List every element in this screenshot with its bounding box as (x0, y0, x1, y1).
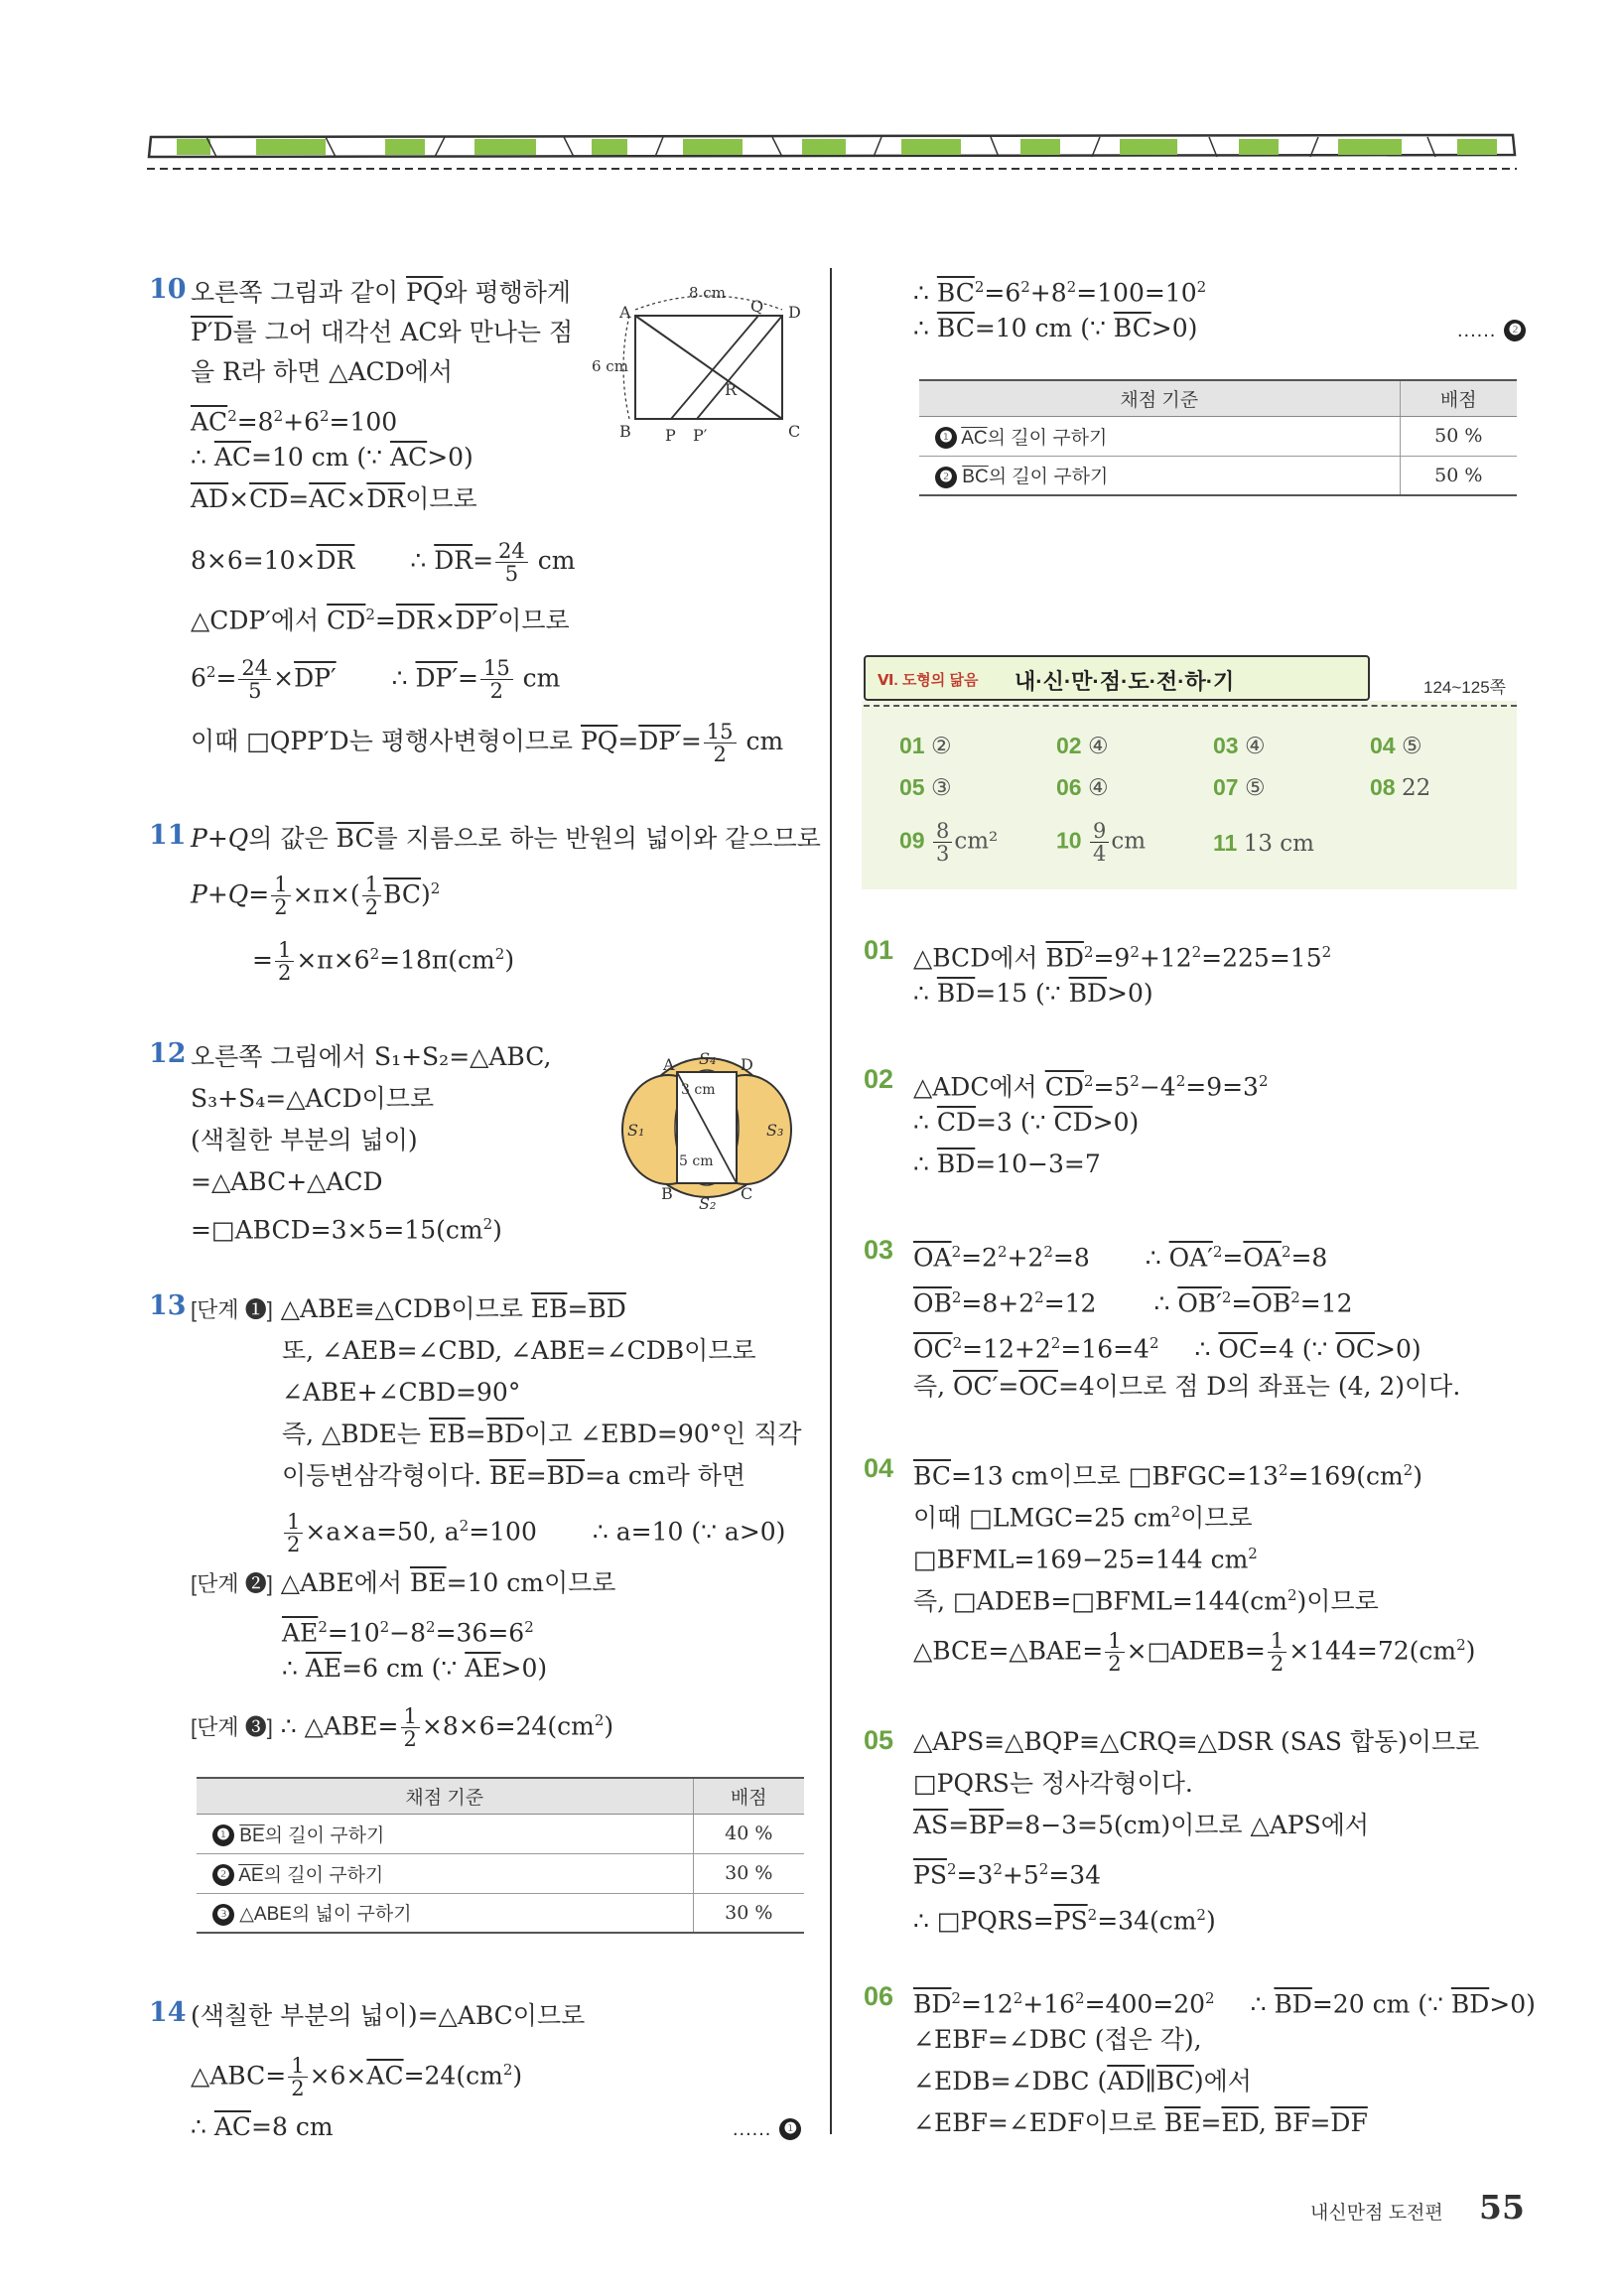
s01-line-1: △BCD에서 $\overline{BD}^2=9^2+12^2=225=15^2$ (913, 943, 1332, 973)
s02-line-3: ∴ $\overline{BD}=10-3=7$ (913, 1149, 1101, 1178)
answer-10: 10 $\frac{9}{4}$ cm (1056, 819, 1147, 866)
page-number: 55 (1479, 2188, 1525, 2227)
section-banner (864, 655, 1370, 701)
s03-line-1: $\overline{OA}^2=2^2+2^2=8$ ∴ $OA'^2=\overline{OA}^2=8$ (913, 1243, 1328, 1273)
fig12-D: D (741, 1055, 753, 1074)
fig10-P-prime: P′ (693, 426, 708, 445)
right-top-mark: ...... ❷ (1457, 312, 1526, 347)
fig12-S2: S₂ (699, 1194, 717, 1213)
p12-line-4: =△ABC+△ACD (191, 1167, 383, 1196)
answer-06: 06 ④ (1056, 774, 1109, 801)
p13-step2-line-1: [단계 ❷] △ABE에서 $\overline{BE}=10$ cm이므로 (191, 1568, 616, 1597)
p12-line-2: S₃+S₄=△ACD이므로 (191, 1084, 435, 1113)
p14-line-2: △ABC= $\frac{1}{2}$ $\times 6\times\overline{AC}=24(cm^2)$ (191, 2054, 523, 2101)
banner-dashed-line (864, 705, 1517, 707)
p10-line-2: P′D를 그어 대각선 AC와 만나는 점 (191, 318, 574, 346)
banner-chapter: Ⅵ. 도형의 닮음 (878, 672, 979, 689)
p14-line-3: ∴ $\overline{AC}=8$ cm (191, 2112, 334, 2141)
s03-line-3: $\overline{OC}^2=12+2^2=16=4^2$ ∴ $\overline{OC}=4$ (∵ $\overline{OC}>0$) (913, 1334, 1421, 1364)
fig10-B: B (619, 422, 631, 441)
fig12-height: 5 cm (679, 1153, 714, 1169)
problem-number-13: 13 (149, 1290, 187, 1321)
fig12-S1: S₁ (627, 1121, 645, 1140)
p13-step1-line-5: 이등변삼각형이다. $\overline{BE}=\overline{BD}=a$ cm라 하면 (282, 1461, 746, 1490)
right-scoring-table (919, 379, 1517, 496)
right-table-header-score: 배점 (1400, 380, 1517, 416)
top-ribbon-decoration (147, 129, 1517, 175)
right-table-header-criteria: 채점 기준 (919, 380, 1400, 416)
answer-08: 08 22 (1370, 774, 1431, 801)
p11-line-1: P+Q의 값은 $\overline{BC}$를 지름으로 하는 반원의 넓이와 같으므로 (191, 824, 821, 853)
s06-line-4: ∠EBF=∠EDF이므로 $\overline{BE}=\overline{ED}$, $\overline{BF}=\overline{DF}$ (913, 2108, 1368, 2137)
p13-step1-line-1: [단계 ❶] △ABE≡△CDB이므로 $\overline{EB}=\overline{BD}$ (191, 1294, 626, 1323)
fig10-R: R (725, 380, 738, 399)
answer-11: 11 13 cm (1213, 830, 1314, 857)
s05-line-5: ∴ $□PQRS=\overline{PS}^2=34(cm^2)$ (913, 1906, 1216, 1936)
s06-line-2: ∠EBF=∠DBC (접은 각), (913, 2025, 1202, 2054)
fig12-B: B (661, 1184, 673, 1203)
p13-scoring-table (197, 1777, 804, 1934)
banner-title: 내·신·만·점·도·전·하·기 (1015, 669, 1235, 694)
fig12-width: 3 cm (681, 1082, 716, 1098)
fig10-A: A (619, 303, 631, 322)
p11-line-3: = $\frac{1}{2}$ $\times\pi\times 6^2=18\pi(cm^2)$ (252, 938, 515, 986)
s04-line-5: △BCE=△BAE= $\frac{1}{2}$ ×□ADEB= $\frac{1}{2}$ $\times 144=72(cm^2)$ (913, 1629, 1476, 1677)
solution-number-05: 05 (864, 1725, 894, 1755)
p12-line-1: 오른쪽 그림에서 S₁+S₂=△ABC, (191, 1042, 552, 1071)
s04-line-1: $\overline{BC}=13$ cm이므로 $□BFGC=13^2=169(cm^2)$ (913, 1461, 1422, 1491)
p12-line-3: (색칠한 부분의 넓이) (191, 1126, 418, 1154)
right-top-line-1: ∴ $\overline{BC}^2=6^2+8^2=100=10^2$ (913, 278, 1207, 308)
answer-02: 02 ④ (1056, 733, 1109, 759)
s05-line-4: $\overline{PS}^2=3^2+5^2=34$ (913, 1860, 1102, 1890)
p10-line-10: 이때 □QPP′D는 평행사변형이므로 $\overline{PQ}=DP'=$ $\frac{15}{2}$ cm (191, 720, 784, 766)
s05-line-3: $\overline{AS}=\overline{BP}=8-3=5(cm)$이므로 △APS에서 (913, 1811, 1370, 1839)
solution-number-04: 04 (864, 1453, 894, 1483)
p10-line-7: $8\times 6=10\times\overline{DR}$ ∴ $\overline{DR}=$ $\frac{24}{5}$ cm (191, 539, 576, 586)
p13-step2-line-3: ∴ $\overline{AE}=6$ cm (∵ $\overline{AE}>0$) (282, 1654, 548, 1683)
s04-line-4: 즉, $□ADEB=□BFML=144(cm^2)$이므로 (913, 1586, 1379, 1616)
banner-pages: 124~125쪽 (1423, 678, 1507, 697)
answer-09: 09 $\frac{8}{3}$ cm² (899, 819, 999, 866)
table-row: ❶ $\overline{AC}$의 길이 구하기 50 % (919, 416, 1517, 456)
table-row: ❸ △ABE의 넓이 구하기 30 % (197, 1893, 804, 1933)
problem-number-12: 12 (149, 1038, 187, 1069)
s05-line-2: □PQRS는 정사각형이다. (913, 1769, 1193, 1798)
fig12-S4: S₄ (699, 1049, 717, 1068)
footer-book-title: 내신만점 도전편 (1310, 2203, 1443, 2224)
fig12-S3: S₃ (766, 1121, 784, 1140)
p10-line-5: ∴ $\overline{AC}=10$ cm (∵ $\overline{AC}>0$) (191, 443, 474, 472)
fig10-Q: Q (750, 297, 764, 316)
s01-line-2: ∴ $\overline{BD}=15$ (∵ $\overline{BD}>0$) (913, 979, 1153, 1008)
s04-line-2: 이때 □LMGC=25 $cm^2$이므로 (913, 1503, 1253, 1533)
s04-line-3: □BFML=169−25=144 $cm^2$ (913, 1545, 1258, 1574)
p12-line-5: $=□ABCD=3\times 5=15(cm^2)$ (191, 1215, 502, 1245)
p13-step1-line-2: 또, ∠AEB=∠CBD, ∠ABE=∠CDB이므로 (282, 1336, 756, 1365)
p10-rectangle-figure (592, 280, 810, 449)
p13-step3-line-1: [단계 ❸] ∴ △ABE= $\frac{1}{2}$ $\times 8\times 6=24(cm^2)$ (191, 1704, 614, 1752)
s02-line-1: △ADC에서 $\overline{CD}^2=5^2-4^2=9=3^2$ (913, 1072, 1269, 1102)
s02-line-2: ∴ $\overline{CD}=3$ (∵ $\overline{CD}>0$) (913, 1108, 1140, 1137)
s06-line-3: ∠EDB=∠DBC $(\overline{AD}\parallel\overline{BC})$에서 (913, 2067, 1252, 2095)
answer-05: 05 ③ (899, 774, 952, 801)
solution-number-01: 01 (864, 935, 894, 965)
p12-circles-figure (608, 1038, 806, 1217)
p10-line-4: $\overline{AC}^2=8^2+6^2=100$ (191, 407, 398, 437)
fig12-C: C (741, 1184, 753, 1203)
p10-line-6: $\overline{AD}\times\overline{CD}=\overline{AC}\times\overline{DR}$이므로 (191, 484, 477, 513)
fig10-D: D (788, 303, 801, 322)
fig12-A: A (663, 1055, 675, 1074)
solution-number-06: 06 (864, 1981, 894, 2011)
p10-line-9: $6^2=$ $\frac{24}{5}$ ×DP′ ∴ DP′= $\frac{15}{2}$ cm (191, 656, 561, 704)
p13-step2-line-2: $\overline{AE}^2=10^2-8^2=36=6^2$ (282, 1618, 534, 1648)
fig10-C: C (788, 422, 801, 441)
s03-line-2: $\overline{OB}^2=8+2^2=12$ ∴ $OB'^2=\overline{OB}^2=12$ (913, 1288, 1353, 1318)
table-row: ❷ $\overline{BC}$의 길이 구하기 50 % (919, 456, 1517, 495)
p13-table-header-score: 배점 (693, 1778, 804, 1814)
solution-number-03: 03 (864, 1235, 894, 1265)
p10-line-8: △CDP′에서 $\overline{CD}^2=\overline{DR}\times DP'$이므로 (191, 606, 570, 635)
problem-number-14: 14 (149, 1997, 187, 2028)
p10-line-1: 오른쪽 그림과 같이 $\overline{PQ}$와 평행하게 (191, 278, 572, 307)
answer-04: 04 ⑤ (1370, 733, 1422, 759)
table-row: ❶ $\overline{BE}$의 길이 구하기 40 % (197, 1814, 804, 1853)
fig10-side-label: 6 cm (592, 357, 628, 375)
fig10-P: P (665, 426, 676, 445)
p14-mark: ...... ❶ (733, 2110, 801, 2146)
s06-line-1: $\overline{BD}^2=12^2+16^2=400=20^2$ ∴ $\overline{BD}=20$ cm (∵ $\overline{BD}>0$) (913, 1989, 1536, 2019)
p10-line-3: 을 R라 하면 △ACD에서 (191, 357, 454, 386)
answer-07: 07 ⑤ (1213, 774, 1266, 801)
column-divider (830, 268, 832, 2134)
right-top-line-2: ∴ $\overline{BC}=10$ cm (∵ $\overline{BC}>0$) (913, 314, 1198, 342)
problem-number-11: 11 (149, 820, 187, 851)
problem-number-10: 10 (149, 274, 187, 305)
p11-line-2: P+Q= $\frac{1}{2}$ ×π×( $\frac{1}{2}$ $\overline{BC})^2$ (191, 873, 441, 920)
p13-table-header-criteria: 채점 기준 (197, 1778, 693, 1814)
s03-line-4: 즉, $OC'=\overline{OC}=4$이므로 점 D의 좌표는 (4, 2)이다. (913, 1372, 1461, 1401)
answer-01: 01 ② (899, 733, 952, 759)
solution-number-02: 02 (864, 1064, 894, 1094)
p13-step1-line-6: $\frac{1}{2}$ ×a×a=50, $a^2=100$ ∴ a=10 (∵ a>0) (282, 1509, 785, 1555)
p14-line-1: (색칠한 부분의 넓이)=△ABC이므로 (191, 2001, 586, 2030)
p13-step1-line-3: ∠ABE+∠CBD=90° (282, 1378, 521, 1407)
s05-line-1: △APS≡△BQP≡△CRQ≡△DSR (SAS 합동)이므로 (913, 1727, 1480, 1756)
answer-03: 03 ④ (1213, 733, 1266, 759)
table-row: ❷ $\overline{AE}$의 길이 구하기 30 % (197, 1853, 804, 1893)
p13-step1-line-4: 즉, △BDE는 $\overline{EB}=\overline{BD}$이고 ∠EBD=90°인 직각 (282, 1419, 802, 1448)
fig10-top-label: 8 cm (689, 284, 726, 302)
